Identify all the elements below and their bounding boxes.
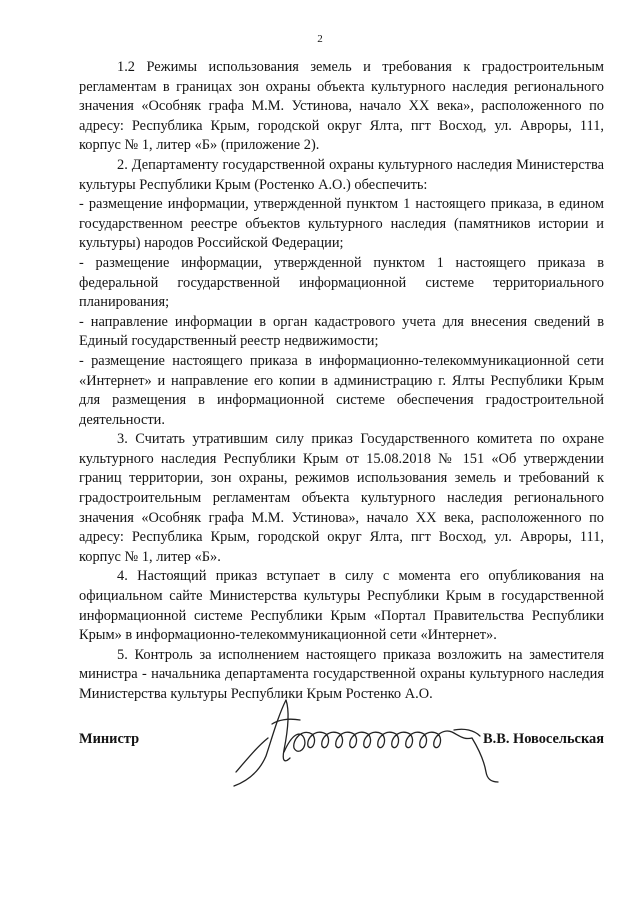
signatory-name: В.В. Новосельская (483, 731, 604, 747)
signatory-title: Министр (79, 731, 140, 747)
list-item-cadastral: - направление информации в орган кадастрового учета для внесения сведений в Единый государственный реестр недвижимости; (79, 313, 604, 350)
paragraph-2: 2. Департаменту государственной охраны культурного наследия Министерства культуры Республики Крым (Ростенко А.О.) обеспечить: (79, 156, 604, 193)
list-item-federal-system: - размещение информации, утвержденной пунктом 1 настоящего приказа в федеральной государственной информационной системе территориального планирования; (79, 254, 604, 311)
page-number: 2 (317, 33, 323, 45)
signature-block (79, 731, 604, 751)
paragraph-1-2: 1.2 Режимы использования земель и требования к градостроительным регламентам в границах зон охраны объекта культурного наследия регионального значения «Особняк графа М.М. Устинова, начало XX века», расположенного по адресу: Республика Крым, городской округ Ялта, пгт Восход, ул. Авроры, 111, корпус № 1, литер «Б» (приложение 2). (79, 59, 604, 154)
paragraph-3: 3. Считать утратившим силу приказ Государственного комитета по охране культурного наследия Республики Крым от 15.08.2018 № 151 «Об утверждении границ территории, зон охраны, режимов использования земель и требований к градостроительным регламентам объекта культурного наследия регионального значения «Особняк графа М.М. Устинова», начало XX века, расположенного по адресу: Республика Крым, городской округ Ялта, пгт Восход, ул. Авроры, 111, корпус № 1, литер «Б». (79, 431, 604, 565)
paragraph-4: 4. Настоящий приказ вступает в силу с момента его опубликования на официальном сайте Министерства культуры Республики Крым в государственной информационной системе Республики Крым «Портал Правительства Республики Крым» в информационно-телекоммуникационной сети «Интернет». (79, 568, 604, 644)
document-body (79, 58, 604, 705)
list-item-internet: - размещение настоящего приказа в информационно-телекоммуникационной сети «Интернет» и направление его копии в администрацию г. Ялты Республики Крым для размещения в информационной системе обеспечения градостроительной деятельности. (79, 352, 604, 428)
paragraph-5: 5. Контроль за исполнением настоящего приказа возложить на заместителя министра - начальника департамента государственной охраны культурного наследия Министерства культуры Республики Крым Ростенко А.О. (79, 646, 604, 702)
list-item-registry: - размещение информации, утвержденной пунктом 1 настоящего приказа, в едином государственном реестре объектов культурного наследия (памятников истории и культуры) народов Российской Федерации; (79, 196, 604, 252)
